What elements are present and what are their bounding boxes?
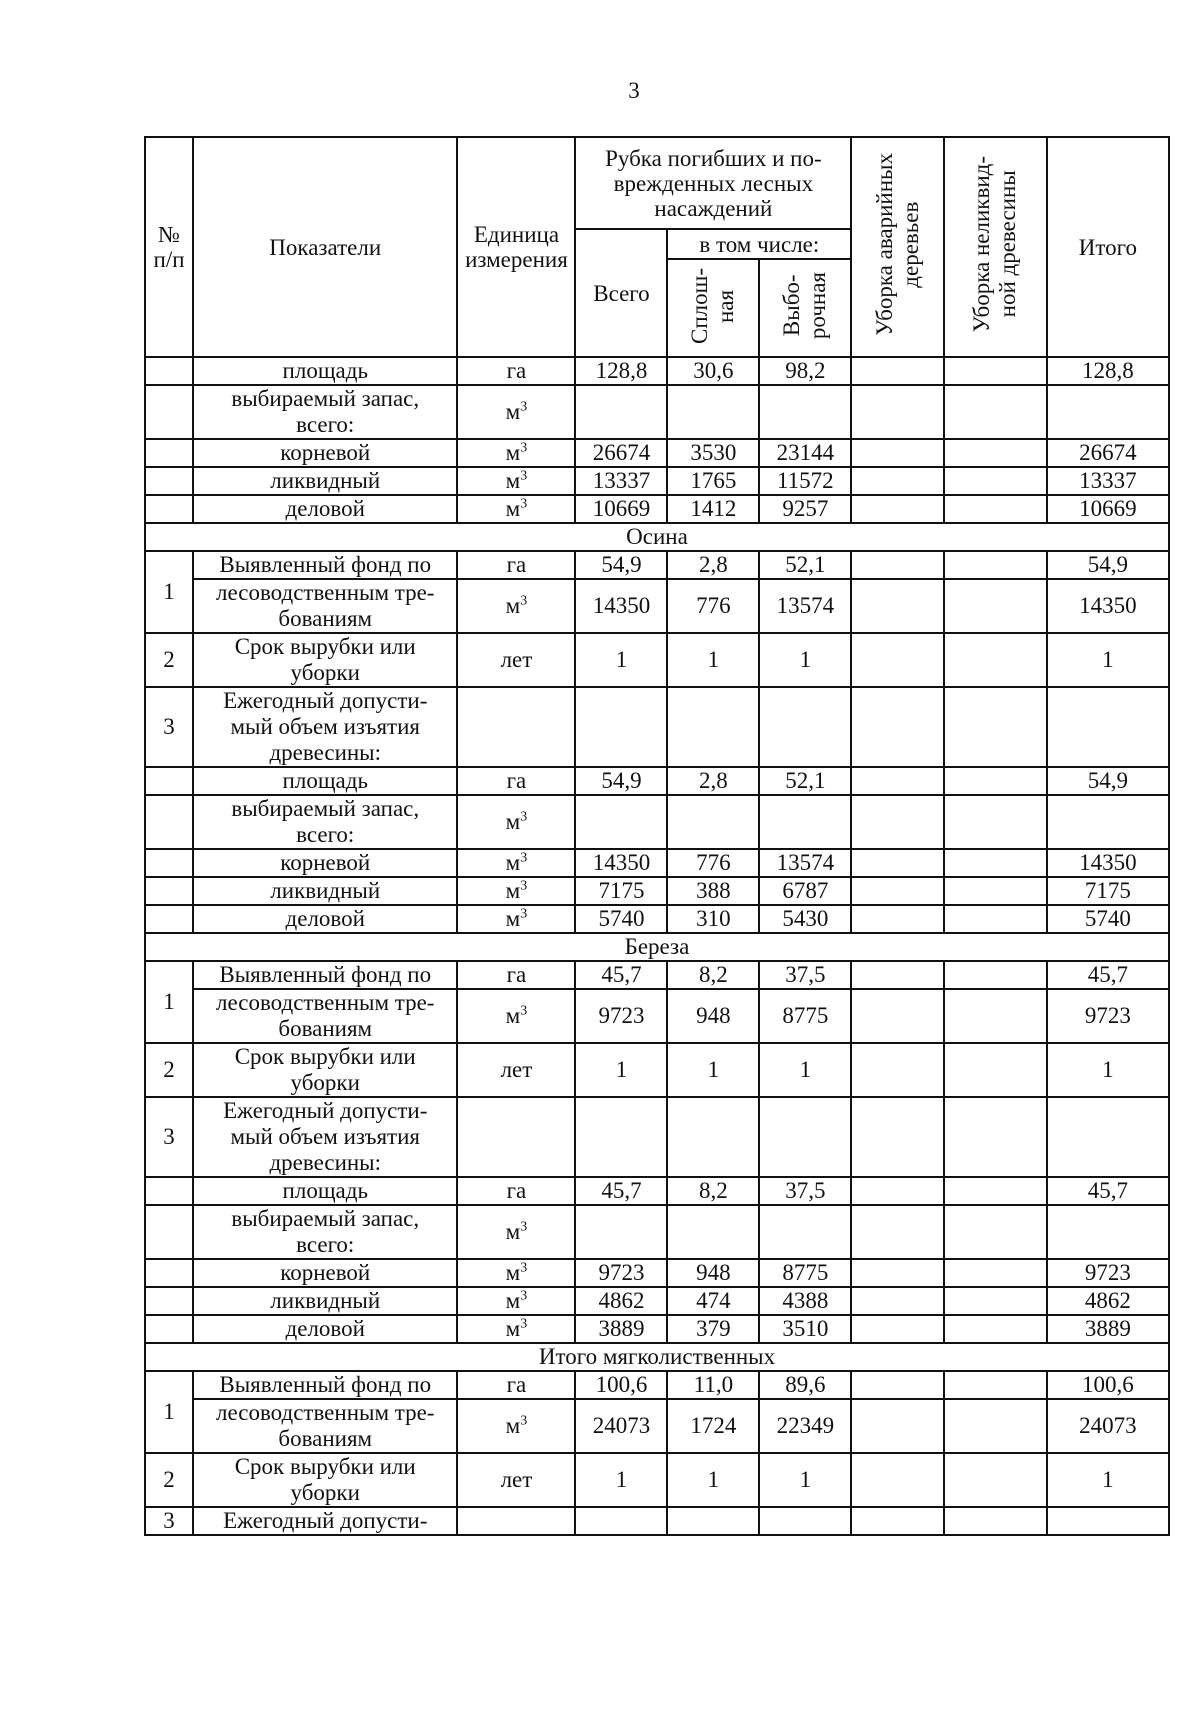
value-cell: 1412 bbox=[667, 495, 759, 523]
value-cell bbox=[851, 1315, 944, 1343]
value-cell: 474 bbox=[667, 1287, 759, 1315]
value-cell bbox=[851, 1453, 944, 1507]
value-cell bbox=[851, 1205, 944, 1259]
value-cell: 22349 bbox=[759, 1399, 851, 1453]
unit-cell: $м^3$ bbox=[457, 467, 575, 495]
value-cell bbox=[944, 633, 1046, 687]
value-cell: 37,5 bbox=[759, 961, 851, 989]
value-cell bbox=[575, 1097, 667, 1177]
value-cell bbox=[1047, 1205, 1169, 1259]
value-cell bbox=[944, 357, 1046, 385]
page-number: 3 bbox=[628, 78, 640, 103]
table-row bbox=[145, 579, 1169, 633]
value-cell bbox=[575, 1205, 667, 1259]
unit-cell bbox=[457, 687, 575, 767]
value-cell: 9723 bbox=[1047, 1259, 1169, 1287]
value-cell: 9723 bbox=[575, 989, 667, 1043]
value-cell: 11,0 bbox=[667, 1371, 759, 1399]
unit-cell bbox=[457, 1507, 575, 1535]
value-cell: 1 bbox=[575, 633, 667, 687]
value-cell bbox=[944, 1205, 1046, 1259]
row-number bbox=[145, 1315, 193, 1343]
unit-cell: $м^3$ bbox=[457, 1287, 575, 1315]
value-cell: 3889 bbox=[575, 1315, 667, 1343]
value-cell: 8,2 bbox=[667, 1177, 759, 1205]
table-row bbox=[145, 795, 1169, 849]
value-cell bbox=[759, 1205, 851, 1259]
table-row bbox=[145, 1259, 1169, 1287]
row-label: Срок вырубки или уборки bbox=[193, 633, 457, 687]
row-number bbox=[145, 795, 193, 849]
row-label: Ежегодный допусти- мый объем изъятия древесины: bbox=[193, 687, 457, 767]
value-cell bbox=[1047, 1507, 1169, 1535]
value-cell bbox=[851, 877, 944, 905]
value-cell: 13574 bbox=[759, 849, 851, 877]
value-cell bbox=[851, 551, 944, 579]
row-label: выбираемый запас, всего: bbox=[193, 795, 457, 849]
value-cell bbox=[944, 877, 1046, 905]
value-cell bbox=[851, 1399, 944, 1453]
table-row bbox=[145, 1205, 1169, 1259]
value-cell bbox=[851, 961, 944, 989]
value-cell bbox=[759, 687, 851, 767]
row-number: 3 bbox=[145, 1507, 193, 1535]
row-number: 2 bbox=[145, 1043, 193, 1097]
value-cell: 1 bbox=[667, 1453, 759, 1507]
value-cell bbox=[1047, 1097, 1169, 1177]
row-label: ликвидный bbox=[193, 877, 457, 905]
table-row bbox=[145, 467, 1169, 495]
row-number bbox=[145, 467, 193, 495]
value-cell: 9723 bbox=[575, 1259, 667, 1287]
row-label: выбираемый запас, всего: bbox=[193, 385, 457, 439]
row-number: 1 bbox=[145, 551, 193, 633]
row-label: ликвидный bbox=[193, 1287, 457, 1315]
row-number: 1 bbox=[145, 1371, 193, 1453]
section-title: Береза bbox=[145, 933, 1169, 961]
value-cell: 948 bbox=[667, 989, 759, 1043]
unit-cell: лет bbox=[457, 1453, 575, 1507]
value-cell bbox=[667, 385, 759, 439]
value-cell bbox=[944, 1315, 1046, 1343]
value-cell: 4388 bbox=[759, 1287, 851, 1315]
value-cell bbox=[575, 687, 667, 767]
value-cell: 100,6 bbox=[1047, 1371, 1169, 1399]
unit-cell: га bbox=[457, 961, 575, 989]
row-label: Ежегодный допусти- мый объем изъятия древесины: bbox=[193, 1097, 457, 1177]
unit-cell: $м^3$ bbox=[457, 1259, 575, 1287]
table-row bbox=[145, 1399, 1169, 1453]
table-row bbox=[145, 1453, 1169, 1507]
table-row bbox=[145, 961, 1169, 989]
table-row bbox=[145, 439, 1169, 467]
section-title: Осина bbox=[145, 523, 1169, 551]
value-cell bbox=[944, 1043, 1046, 1097]
value-cell bbox=[944, 439, 1046, 467]
value-cell: 23144 bbox=[759, 439, 851, 467]
value-cell: 1 bbox=[667, 1043, 759, 1097]
header-incl: в том числе: bbox=[667, 229, 851, 259]
value-cell: 13337 bbox=[575, 467, 667, 495]
value-cell bbox=[944, 687, 1046, 767]
value-cell: 45,7 bbox=[1047, 961, 1169, 989]
value-cell: 5740 bbox=[1047, 905, 1169, 933]
value-cell bbox=[944, 989, 1046, 1043]
header-clear: Сплош- ная bbox=[667, 259, 759, 357]
value-cell: 5430 bbox=[759, 905, 851, 933]
value-cell: 3889 bbox=[1047, 1315, 1169, 1343]
value-cell: 310 bbox=[667, 905, 759, 933]
value-cell: 1 bbox=[1047, 633, 1169, 687]
table-row bbox=[145, 357, 1169, 385]
row-number: 3 bbox=[145, 687, 193, 767]
row-number bbox=[145, 357, 193, 385]
value-cell bbox=[944, 849, 1046, 877]
value-cell bbox=[851, 989, 944, 1043]
value-cell bbox=[944, 795, 1046, 849]
table-row bbox=[145, 767, 1169, 795]
value-cell: 52,1 bbox=[759, 767, 851, 795]
row-number: 2 bbox=[145, 633, 193, 687]
value-cell: 54,9 bbox=[1047, 767, 1169, 795]
value-cell bbox=[944, 1371, 1046, 1399]
table-body bbox=[145, 137, 1169, 1535]
value-cell: 14350 bbox=[575, 849, 667, 877]
unit-cell: га bbox=[457, 1177, 575, 1205]
value-cell: 4862 bbox=[575, 1287, 667, 1315]
value-cell: 7175 bbox=[1047, 877, 1169, 905]
value-cell: 45,7 bbox=[575, 961, 667, 989]
value-cell: 98,2 bbox=[759, 357, 851, 385]
value-cell: 13574 bbox=[759, 579, 851, 633]
value-cell: 45,7 bbox=[575, 1177, 667, 1205]
table-row bbox=[145, 551, 1169, 579]
row-label: площадь bbox=[193, 1177, 457, 1205]
value-cell: 10669 bbox=[1047, 495, 1169, 523]
value-cell bbox=[667, 1205, 759, 1259]
unit-cell: $м^3$ bbox=[457, 849, 575, 877]
row-number bbox=[145, 385, 193, 439]
row-number bbox=[145, 495, 193, 523]
header-emergency: Уборка аварийных деревьев bbox=[851, 137, 944, 357]
value-cell bbox=[851, 905, 944, 933]
row-label: деловой bbox=[193, 1315, 457, 1343]
value-cell: 24073 bbox=[575, 1399, 667, 1453]
header-itogo: Итого bbox=[1047, 137, 1169, 357]
value-cell bbox=[944, 1177, 1046, 1205]
unit-cell: $м^3$ bbox=[457, 1399, 575, 1453]
table-row bbox=[145, 905, 1169, 933]
value-cell bbox=[944, 1097, 1046, 1177]
value-cell: 4862 bbox=[1047, 1287, 1169, 1315]
value-cell bbox=[944, 495, 1046, 523]
table-row bbox=[145, 1315, 1169, 1343]
table-row bbox=[145, 1043, 1169, 1097]
value-cell bbox=[944, 1453, 1046, 1507]
value-cell bbox=[851, 1287, 944, 1315]
row-label: деловой bbox=[193, 495, 457, 523]
value-cell: 30,6 bbox=[667, 357, 759, 385]
row-label: Выявленный фонд по bbox=[193, 961, 457, 989]
value-cell: 776 bbox=[667, 579, 759, 633]
value-cell: 1765 bbox=[667, 467, 759, 495]
row-label: Ежегодный допусти- bbox=[193, 1507, 457, 1535]
row-label: лесоводственным тре- бованиям bbox=[193, 1399, 457, 1453]
unit-cell: $м^3$ bbox=[457, 877, 575, 905]
row-label: площадь bbox=[193, 767, 457, 795]
value-cell: 128,8 bbox=[575, 357, 667, 385]
value-cell bbox=[851, 1177, 944, 1205]
row-number bbox=[145, 849, 193, 877]
value-cell bbox=[851, 495, 944, 523]
header-num: № п/п bbox=[145, 137, 193, 357]
value-cell: 10669 bbox=[575, 495, 667, 523]
value-cell: 24073 bbox=[1047, 1399, 1169, 1453]
value-cell: 3530 bbox=[667, 439, 759, 467]
value-cell bbox=[667, 687, 759, 767]
header-nonliquid: Уборка неликвид- ной древесины bbox=[944, 137, 1046, 357]
value-cell: 1 bbox=[759, 633, 851, 687]
row-label: деловой bbox=[193, 905, 457, 933]
unit-cell: $м^3$ bbox=[457, 1315, 575, 1343]
value-cell bbox=[851, 357, 944, 385]
row-label: лесоводственным тре- бованиям bbox=[193, 989, 457, 1043]
value-cell: 3510 bbox=[759, 1315, 851, 1343]
value-cell bbox=[851, 687, 944, 767]
value-cell: 14350 bbox=[575, 579, 667, 633]
value-cell bbox=[667, 795, 759, 849]
value-cell bbox=[851, 439, 944, 467]
value-cell bbox=[944, 767, 1046, 795]
value-cell bbox=[851, 767, 944, 795]
value-cell: 14350 bbox=[1047, 579, 1169, 633]
unit-cell: $м^3$ bbox=[457, 495, 575, 523]
table-row bbox=[145, 989, 1169, 1043]
row-label: ликвидный bbox=[193, 467, 457, 495]
value-cell: 8775 bbox=[759, 989, 851, 1043]
value-cell: 8,2 bbox=[667, 961, 759, 989]
value-cell: 379 bbox=[667, 1315, 759, 1343]
value-cell bbox=[759, 1507, 851, 1535]
value-cell bbox=[944, 1259, 1046, 1287]
value-cell bbox=[944, 551, 1046, 579]
value-cell bbox=[851, 1371, 944, 1399]
row-number bbox=[145, 877, 193, 905]
table-row bbox=[145, 1177, 1169, 1205]
value-cell: 6787 bbox=[759, 877, 851, 905]
header-group: Рубка погибших и по- врежденных лесных насаждений bbox=[575, 137, 851, 229]
row-label: лесоводственным тре- бованиям bbox=[193, 579, 457, 633]
header-selective: Выбо- рочная bbox=[759, 259, 851, 357]
value-cell: 13337 bbox=[1047, 467, 1169, 495]
unit-cell: га bbox=[457, 767, 575, 795]
value-cell bbox=[759, 385, 851, 439]
unit-cell: лет bbox=[457, 1043, 575, 1097]
value-cell: 54,9 bbox=[575, 767, 667, 795]
unit-cell: га bbox=[457, 1371, 575, 1399]
value-cell: 1 bbox=[759, 1453, 851, 1507]
row-number bbox=[145, 1177, 193, 1205]
unit-cell: лет bbox=[457, 633, 575, 687]
value-cell bbox=[759, 795, 851, 849]
value-cell bbox=[575, 385, 667, 439]
unit-cell: $м^3$ bbox=[457, 905, 575, 933]
row-number bbox=[145, 905, 193, 933]
table-row bbox=[145, 687, 1169, 767]
value-cell bbox=[944, 961, 1046, 989]
value-cell: 1 bbox=[1047, 1043, 1169, 1097]
value-cell: 388 bbox=[667, 877, 759, 905]
value-cell bbox=[1047, 385, 1169, 439]
section-row bbox=[145, 1343, 1169, 1371]
row-number: 2 bbox=[145, 1453, 193, 1507]
table-row bbox=[145, 633, 1169, 687]
unit-cell: $м^3$ bbox=[457, 989, 575, 1043]
row-label: корневой bbox=[193, 849, 457, 877]
value-cell: 26674 bbox=[1047, 439, 1169, 467]
value-cell: 54,9 bbox=[1047, 551, 1169, 579]
value-cell bbox=[575, 1507, 667, 1535]
value-cell: 1724 bbox=[667, 1399, 759, 1453]
row-number bbox=[145, 1259, 193, 1287]
unit-cell: га bbox=[457, 357, 575, 385]
value-cell bbox=[851, 385, 944, 439]
unit-cell: га bbox=[457, 551, 575, 579]
value-cell: 128,8 bbox=[1047, 357, 1169, 385]
value-cell: 2,8 bbox=[667, 767, 759, 795]
value-cell bbox=[851, 1507, 944, 1535]
row-label: Срок вырубки или уборки bbox=[193, 1043, 457, 1097]
value-cell bbox=[667, 1097, 759, 1177]
value-cell: 1 bbox=[1047, 1453, 1169, 1507]
row-label: выбираемый запас, всего: bbox=[193, 1205, 457, 1259]
forest-harvest-table bbox=[144, 136, 1170, 1536]
value-cell: 26674 bbox=[575, 439, 667, 467]
value-cell bbox=[944, 1287, 1046, 1315]
value-cell: 1 bbox=[667, 633, 759, 687]
header-row bbox=[145, 137, 1169, 229]
value-cell: 89,6 bbox=[759, 1371, 851, 1399]
table-row bbox=[145, 1097, 1169, 1177]
table-row bbox=[145, 385, 1169, 439]
row-label: Выявленный фонд по bbox=[193, 551, 457, 579]
row-number bbox=[145, 439, 193, 467]
table-row bbox=[145, 1287, 1169, 1315]
value-cell: 948 bbox=[667, 1259, 759, 1287]
unit-cell: $м^3$ bbox=[457, 1205, 575, 1259]
value-cell: 37,5 bbox=[759, 1177, 851, 1205]
section-row bbox=[145, 933, 1169, 961]
table-row bbox=[145, 495, 1169, 523]
row-label: Выявленный фонд по bbox=[193, 1371, 457, 1399]
value-cell bbox=[1047, 687, 1169, 767]
value-cell: 5740 bbox=[575, 905, 667, 933]
value-cell: 2,8 bbox=[667, 551, 759, 579]
value-cell bbox=[575, 795, 667, 849]
value-cell: 9723 bbox=[1047, 989, 1169, 1043]
value-cell bbox=[851, 795, 944, 849]
value-cell: 7175 bbox=[575, 877, 667, 905]
value-cell: 45,7 bbox=[1047, 1177, 1169, 1205]
value-cell bbox=[851, 1097, 944, 1177]
value-cell: 54,9 bbox=[575, 551, 667, 579]
header-indicator: Показатели bbox=[193, 137, 457, 357]
value-cell: 776 bbox=[667, 849, 759, 877]
row-number bbox=[145, 1205, 193, 1259]
value-cell bbox=[667, 1507, 759, 1535]
section-title: Итого мягколиственных bbox=[145, 1343, 1169, 1371]
value-cell: 1 bbox=[575, 1043, 667, 1097]
table-row bbox=[145, 877, 1169, 905]
value-cell bbox=[944, 905, 1046, 933]
row-number: 3 bbox=[145, 1097, 193, 1177]
value-cell bbox=[1047, 795, 1169, 849]
table-row bbox=[145, 1371, 1169, 1399]
row-number: 1 bbox=[145, 961, 193, 1043]
row-number bbox=[145, 767, 193, 795]
unit-cell: $м^3$ bbox=[457, 579, 575, 633]
table-row bbox=[145, 849, 1169, 877]
value-cell: 8775 bbox=[759, 1259, 851, 1287]
unit-cell: $м^3$ bbox=[457, 439, 575, 467]
value-cell: 14350 bbox=[1047, 849, 1169, 877]
value-cell: 9257 bbox=[759, 495, 851, 523]
value-cell bbox=[851, 849, 944, 877]
value-cell: 1 bbox=[575, 1453, 667, 1507]
value-cell bbox=[851, 579, 944, 633]
row-label: Срок вырубки или уборки bbox=[193, 1453, 457, 1507]
value-cell: 1 bbox=[759, 1043, 851, 1097]
section-row bbox=[145, 523, 1169, 551]
value-cell bbox=[944, 467, 1046, 495]
value-cell: 11572 bbox=[759, 467, 851, 495]
unit-cell: $м^3$ bbox=[457, 795, 575, 849]
value-cell bbox=[851, 1043, 944, 1097]
value-cell bbox=[851, 1259, 944, 1287]
row-label: корневой bbox=[193, 439, 457, 467]
header-total: Всего bbox=[575, 229, 667, 357]
value-cell bbox=[944, 1507, 1046, 1535]
unit-cell: $м^3$ bbox=[457, 385, 575, 439]
value-cell: 100,6 bbox=[575, 1371, 667, 1399]
value-cell bbox=[851, 467, 944, 495]
row-label: корневой bbox=[193, 1259, 457, 1287]
unit-cell bbox=[457, 1097, 575, 1177]
header-unit: Единица измерения bbox=[457, 137, 575, 357]
value-cell bbox=[944, 579, 1046, 633]
value-cell bbox=[944, 385, 1046, 439]
value-cell: 52,1 bbox=[759, 551, 851, 579]
value-cell bbox=[944, 1399, 1046, 1453]
table-row bbox=[145, 1507, 1169, 1535]
row-number bbox=[145, 1287, 193, 1315]
row-label: площадь bbox=[193, 357, 457, 385]
value-cell bbox=[759, 1097, 851, 1177]
value-cell bbox=[851, 633, 944, 687]
